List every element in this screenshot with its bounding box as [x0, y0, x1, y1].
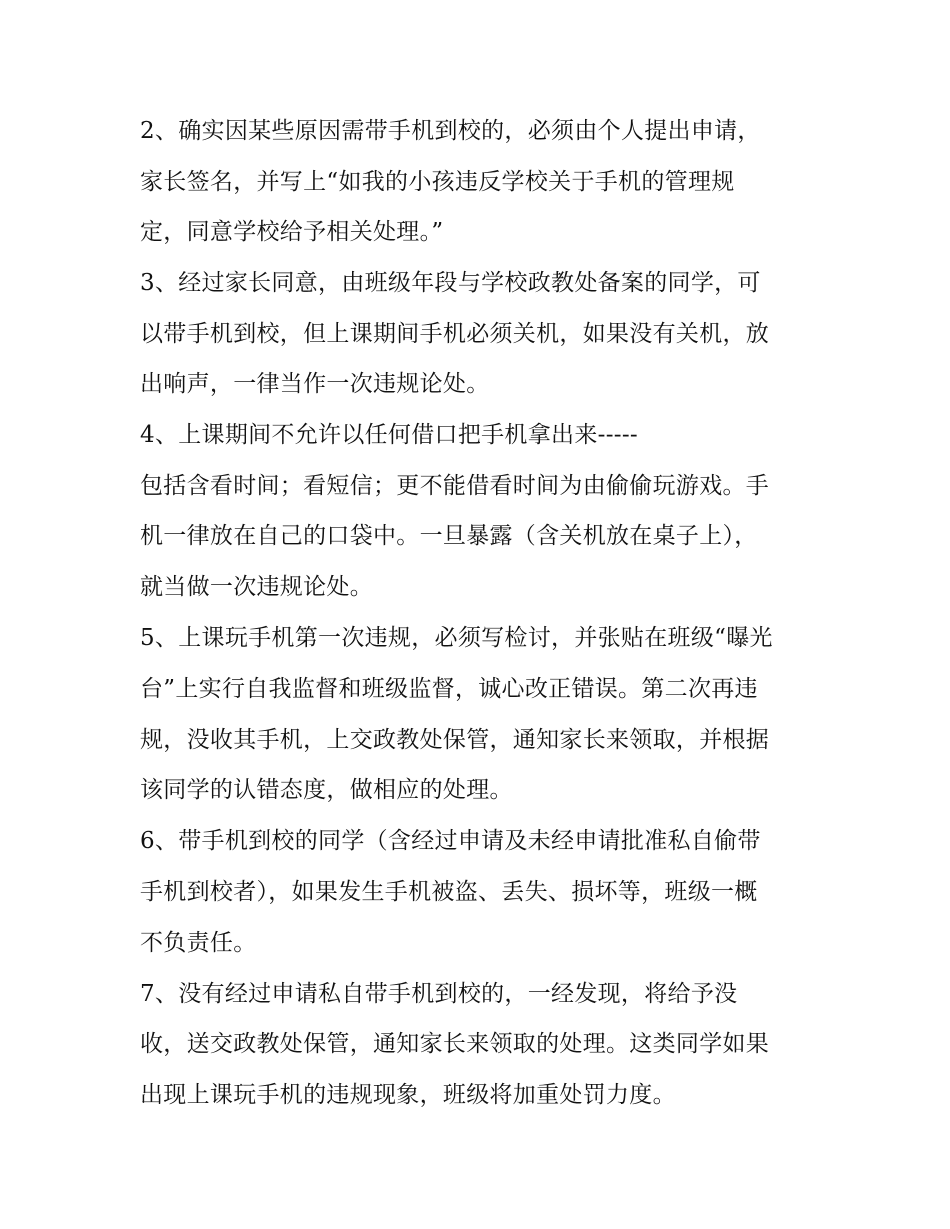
- text-line: 出响声，一律当作一次违规论处。: [140, 371, 490, 397]
- text-line: 台”上实行自我监督和班级监督，诚心改正错误。第二次再违: [140, 676, 758, 702]
- text-line: 3、经过家长同意，由班级年段与学校政教处备案的同学，可: [140, 270, 761, 296]
- text-line: 6、带手机到校的同学（含经过申请及未经申请批准私自偷带: [140, 828, 761, 854]
- text-line: 定，同意学校给予相关处理。”: [140, 219, 444, 245]
- text-line: 就当做一次违规论处。: [140, 574, 373, 600]
- text-line: 包括含看时间；看短信；更不能借看时间为由偷偷玩游戏。手: [140, 473, 770, 499]
- text-line: 以带手机到校，但上课期间手机必须关机，如果没有关机，放: [140, 321, 770, 347]
- text-line: 该同学的认错态度，做相应的处理。: [140, 777, 513, 803]
- text-line: 规，没收其手机，上交政教处保管，通知家长来领取，并根据: [140, 727, 770, 753]
- text-line: 7、没有经过申请私自带手机到校的，一经发现，将给予没: [140, 981, 738, 1007]
- text-line: 不负责任。: [140, 930, 257, 956]
- text-line: 4、上课期间不允许以任何借口把手机拿出来-----: [140, 422, 638, 448]
- text-line: 收，送交政教处保管，通知家长来领取的处理。这类同学如果: [140, 1031, 770, 1057]
- text-line: 家长签名，并写上“如我的小孩违反学校关于手机的管理规: [140, 169, 735, 195]
- text-line: 出现上课玩手机的违规现象，班级将加重处罚力度。: [140, 1082, 676, 1108]
- text-line: 机一律放在自己的口袋中。一旦暴露（含关机放在桌子上），: [140, 523, 758, 549]
- text-line: 5、上课玩手机第一次违规，必须写检讨，并张贴在班级“曝光: [140, 625, 773, 651]
- text-line: 手机到校者），如果发生手机被盗、丢失、损坏等，班级一概: [140, 879, 758, 905]
- text-line: 2、确实因某些原因需带手机到校的，必须由个人提出申请，: [140, 118, 761, 144]
